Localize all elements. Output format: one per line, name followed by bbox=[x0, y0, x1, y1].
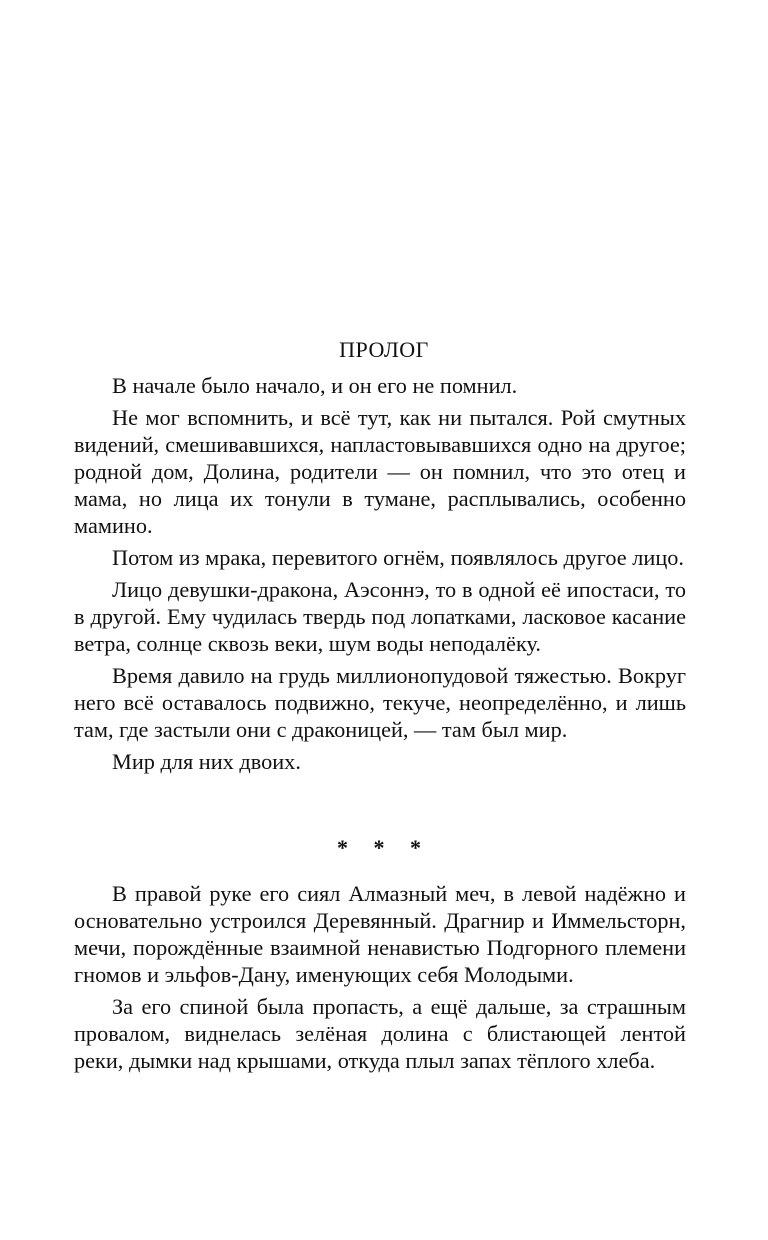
paragraph: За его спиной была пропасть, а ещё дальше, за страшным провалом, виднелась зелёная долина с блистающей лентой реки, дымки над крышами, откуда плыл запах тёплого хлеба. bbox=[74, 994, 686, 1073]
paragraph: Не мог вспомнить, и всё тут, как ни пытался. Рой смутных видений, смешивавшихся, напластовывавшихся одно на другое; родной дом, Долина, родители — он помнил, что это отец и мама, но лица их тонули в тумане, расплывались, особенно мамино. bbox=[74, 405, 686, 538]
prologue-text bbox=[74, 372, 686, 780]
paragraph: Лицо девушки-дракона, Аэсоннэ, то в одной её ипостаси, то в другой. Ему чудилась твердь под лопатками, ласковое касание ветра, солнце сквозь веки, шум воды неподалёку. bbox=[74, 577, 686, 656]
chapter-title: ПРОЛОГ bbox=[339, 337, 429, 362]
paragraph: В правой руке его сиял Алмазный меч, в левой надёжно и основательно устроился Деревянный. Драгнир и Иммельсторн, мечи, порождённые взаимной ненавистью Подгорного племени гномов и эльфов-Дану, именующих себя Молодыми. bbox=[74, 881, 686, 987]
section-text bbox=[74, 880, 686, 1079]
paragraph: В начале было начало, и он его не помнил. bbox=[112, 373, 518, 398]
paragraph: Мир для них двоих. bbox=[112, 749, 301, 774]
paragraph: Потом из мрака, перевитого огнём, появлялось другое лицо. bbox=[112, 545, 684, 570]
paragraph: Время давило на грудь миллионопудовой тяжестью. Вокруг него всё оставалось подвижно, текуче, неопределённо, и лишь там, где застыли они с драконицей, — там был мир. bbox=[74, 663, 686, 742]
section-separator: * * * bbox=[337, 835, 431, 860]
